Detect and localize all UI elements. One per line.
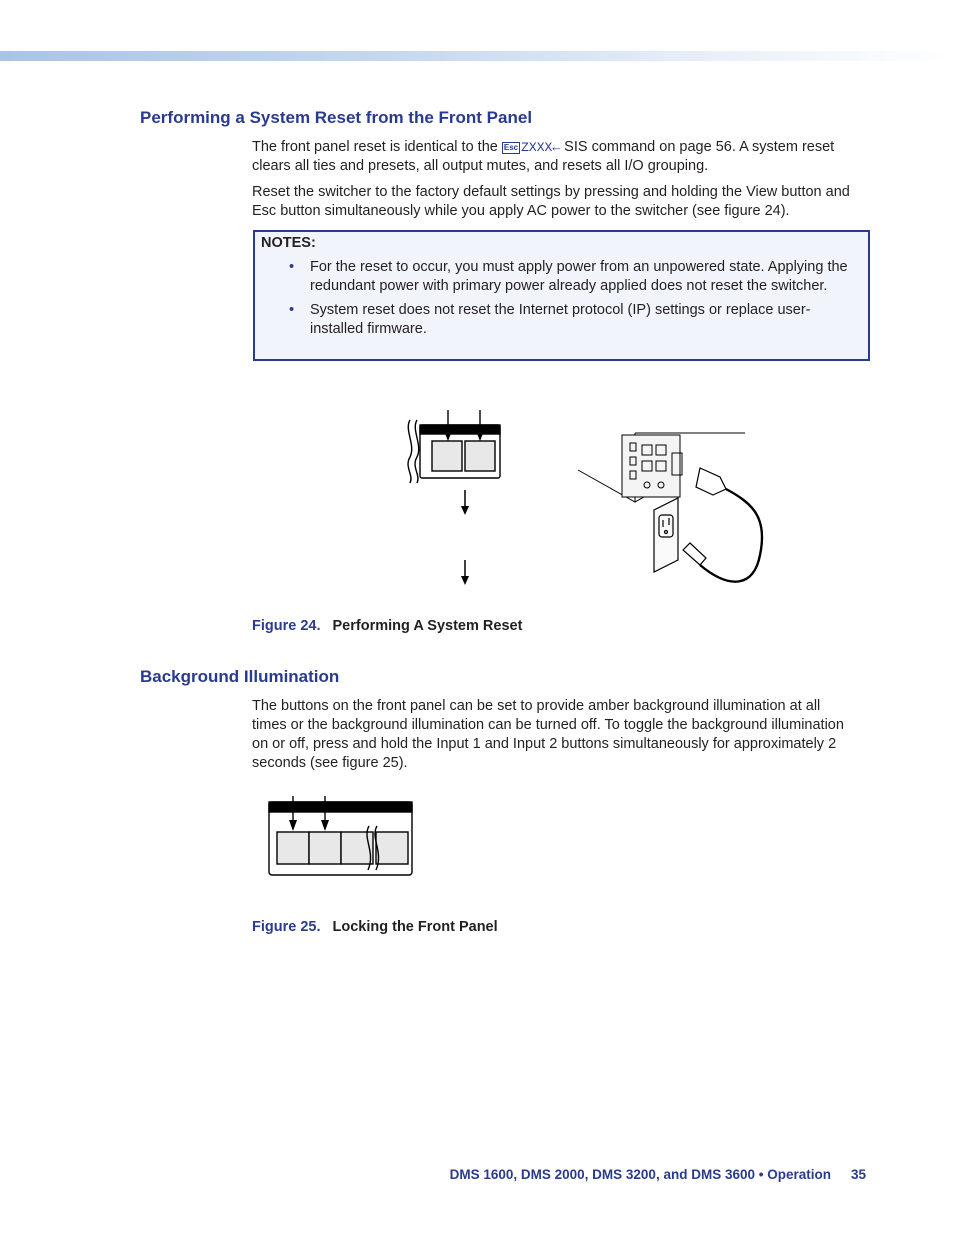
note-item: • System reset does not reset the Internet protocol (IP) settings or replace user-installed firmware. bbox=[289, 302, 811, 337]
input-3-button bbox=[341, 832, 373, 864]
enter-arrow-icon: ← bbox=[552, 140, 561, 155]
header-accent-bar bbox=[0, 51, 954, 61]
notes-box bbox=[253, 230, 870, 361]
notes-list bbox=[255, 258, 868, 344]
power-cord-icon bbox=[683, 468, 762, 582]
esc-button bbox=[465, 441, 495, 471]
front-panel-lock-illustration bbox=[264, 790, 419, 882]
input-4-button bbox=[376, 832, 408, 864]
reset-intro-paragraph: The front panel reset is identical to the Esc ZXXX← SIS command on page 56. A system reset clears all ties and presets, all output mutes, and resets all I/O grouping. bbox=[252, 139, 835, 174]
figure-24-caption: Figure 24. Performing A System Reset bbox=[252, 618, 523, 634]
down-arrow-icon bbox=[461, 490, 469, 585]
figure-25-caption: Figure 25. Locking the Front Panel bbox=[252, 919, 498, 935]
notes-label: NOTES: bbox=[261, 235, 316, 251]
view-button bbox=[432, 441, 462, 471]
section-heading-background-illumination: Background Illumination bbox=[140, 667, 340, 686]
front-panel-button-group bbox=[408, 410, 500, 483]
illumination-paragraph: The buttons on the front panel can be set to provide amber background illumination at all times or the background illumination can be turned off. To toggle the background illumination on or off, press and hold the Input 1 and Input 2 buttons simultaneously for approximately 2 seconds (see figure 25). bbox=[252, 698, 844, 771]
input-2-button bbox=[309, 832, 341, 864]
reset-instructions-paragraph: Reset the switcher to the factory default settings by pressing and holding the View button and Esc button simultaneously while you apply AC power to the switcher (see figure 24). bbox=[252, 184, 850, 219]
press-arrow-icon bbox=[289, 820, 329, 831]
section-heading-system-reset: Performing a System Reset from the Front Panel bbox=[140, 108, 533, 127]
page-number: 35 bbox=[850, 1167, 866, 1182]
note-item: • For the reset to occur, you must apply power from an unpowered state. Applying the redundant power with primary power already applied does not reset the switcher. bbox=[289, 259, 848, 294]
esc-key-icon: Esc bbox=[503, 143, 519, 152]
bullet-icon: • bbox=[289, 302, 295, 318]
system-reset-illustration bbox=[400, 405, 770, 605]
wall-outlet-icon bbox=[654, 498, 678, 572]
bullet-icon: • bbox=[289, 259, 295, 275]
sis-command: Esc ZXXX← bbox=[503, 140, 561, 155]
page-footer: DMS 1600, DMS 2000, DMS 3200, and DMS 3600 • Operation 35 bbox=[449, 1167, 866, 1182]
input-1-button bbox=[277, 832, 309, 864]
